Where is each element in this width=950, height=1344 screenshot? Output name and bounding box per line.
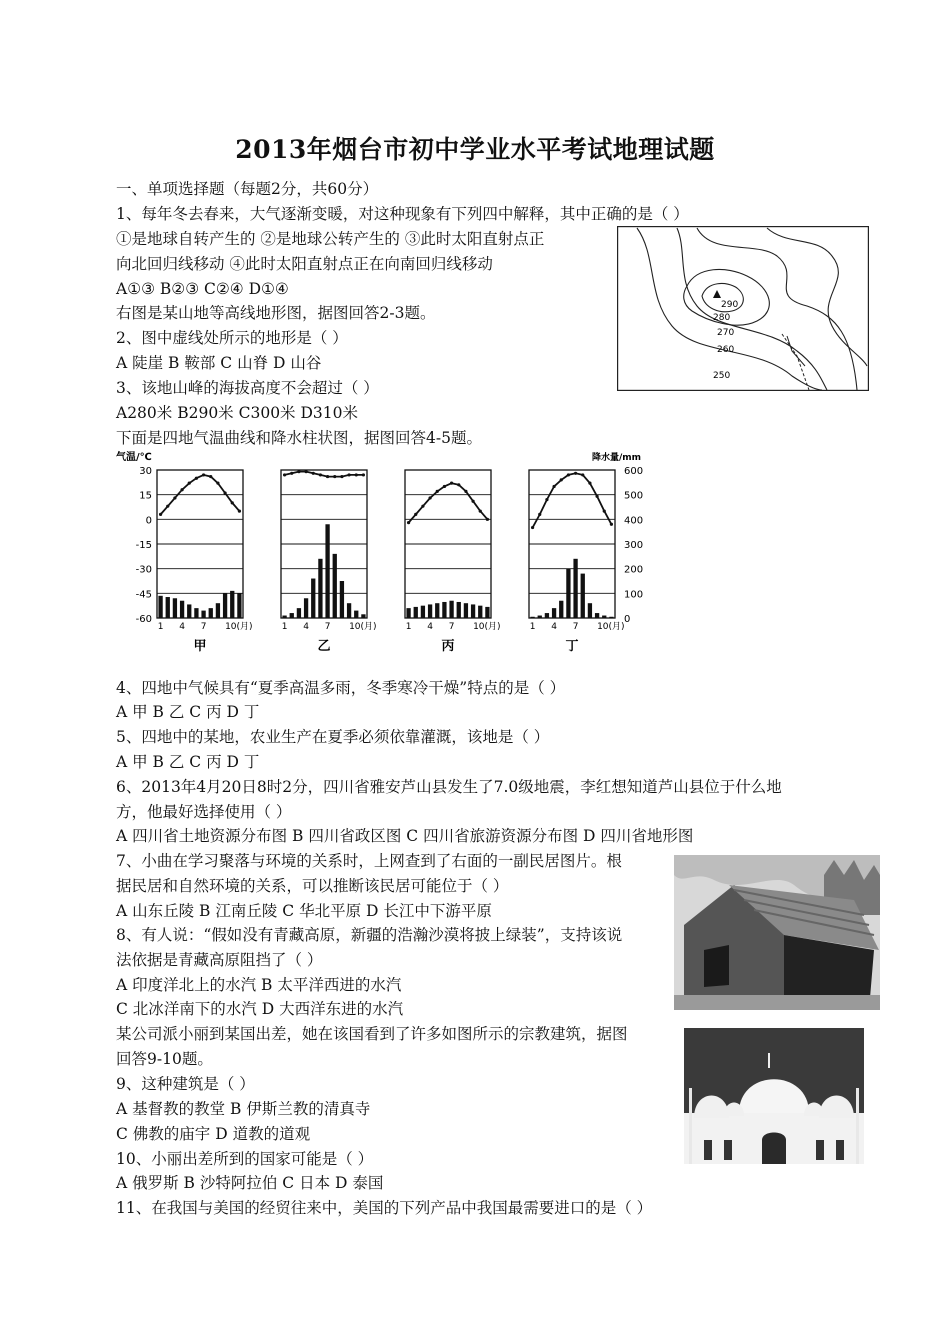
temp-point	[340, 475, 343, 478]
precip-bar	[414, 607, 418, 618]
contour-label: 260	[717, 345, 735, 355]
text-line: 方，他最好选择使用（ ）	[116, 803, 292, 821]
precip-tick-label: 300	[624, 540, 644, 551]
precip-bar	[545, 613, 549, 618]
climate-charts	[114, 448, 654, 658]
temp-point	[457, 483, 460, 486]
month-tick-label: 1	[157, 622, 164, 632]
temp-point	[450, 482, 453, 485]
temp-point	[355, 473, 358, 476]
text-line: 下面是四地气温曲线和降水柱状图，据图回答4-5题。	[116, 429, 482, 447]
temp-point	[312, 472, 315, 475]
temp-tick-label: -60	[135, 614, 152, 625]
text-line: 6、2013年4月20日8时2分，四川省雅安芦山县发生了7.0级地震，李红想知道芦山县位于什么地	[116, 778, 782, 796]
temp-point	[428, 496, 431, 499]
precip-bar	[201, 611, 205, 618]
temp-point	[443, 485, 446, 488]
house-photo	[674, 855, 880, 1010]
precip-bar	[361, 614, 365, 618]
temp-point	[159, 513, 162, 516]
temp-curve	[285, 472, 364, 477]
precip-bar	[595, 613, 599, 618]
precip-bar	[485, 607, 489, 618]
precip-bar	[223, 593, 227, 618]
month-tick-label: 10(月)	[225, 622, 253, 632]
text-line: A 基督教的教堂 B 伊斯兰教的清真寺	[116, 1100, 371, 1118]
temp-point	[333, 475, 336, 478]
precip-bar	[581, 574, 585, 618]
page-title: 2013年烟台市初中学业水平考试地理试题	[235, 135, 715, 164]
precip-bar	[325, 524, 329, 618]
mosque-photo	[684, 1028, 864, 1164]
text-line: 11、在我国与美国的经贸往来中，美国的下列产品中我国最需要进口的是（ ）	[116, 1199, 653, 1217]
text-line: A280米 B290米 C300米 D310米	[116, 404, 358, 422]
precip-bar	[573, 559, 577, 618]
temp-point	[538, 513, 541, 516]
temp-point	[231, 501, 234, 504]
temp-point	[326, 475, 329, 478]
precip-bar	[187, 604, 191, 618]
text-line: 7、小曲在学习聚落与环境的关系时，上网查到了右面的一副民居图片。根	[116, 852, 622, 870]
text-line: A①③ B②③ C②④ D①④	[116, 280, 289, 298]
temp-point	[238, 510, 241, 513]
precip-bar	[530, 617, 534, 618]
temp-point	[574, 472, 577, 475]
precip-bar	[340, 581, 344, 618]
temp-point	[407, 521, 410, 524]
chart-name: 乙	[317, 639, 331, 654]
precip-bar	[609, 617, 613, 618]
precip-tick-label: 400	[624, 515, 644, 527]
month-tick-label: 1	[405, 622, 412, 632]
temp-point	[347, 473, 350, 476]
chart-name: 丙	[441, 639, 455, 654]
precip-bar	[449, 601, 453, 618]
temp-point	[567, 473, 570, 476]
precip-bar	[559, 601, 563, 618]
temp-point	[545, 498, 548, 501]
temp-point	[464, 490, 467, 493]
temp-point	[216, 482, 219, 485]
temp-point	[414, 513, 417, 516]
temp-point	[552, 485, 555, 488]
precip-bar	[478, 606, 482, 618]
temp-point	[603, 510, 606, 513]
temp-point	[560, 478, 563, 481]
temp-point	[471, 500, 474, 503]
precip-tick-label: 500	[624, 490, 644, 502]
temp-point	[436, 490, 439, 493]
precip-bar	[311, 579, 315, 618]
temp-point	[588, 482, 591, 485]
contour-label: 290	[721, 300, 739, 310]
precip-bar	[566, 569, 570, 618]
temp-point	[223, 491, 226, 494]
precip-bar	[290, 613, 294, 618]
temp-tick-label: 30	[139, 466, 152, 477]
month-tick-label: 7	[200, 622, 207, 632]
text-line: 9、这种建筑是（ ）	[116, 1075, 255, 1093]
temp-curve	[409, 483, 488, 522]
text-line: A 甲 B 乙 C 丙 D 丁	[116, 753, 260, 771]
month-tick-label: 10(月)	[473, 622, 501, 632]
text-line: A 陡崖 B 鞍部 C 山脊 D 山谷	[116, 354, 322, 372]
precip-tick-label: 200	[624, 564, 644, 576]
chart-name: 丁	[565, 639, 579, 654]
text-line: 某公司派小丽到某国出差，她在该国看到了许多如图所示的宗教建筑，据图	[116, 1025, 628, 1043]
text-line: 1、每年冬去春来，大气逐渐变暖，对这种现象有下列四中解释，其中正确的是（ ）	[116, 205, 689, 223]
text-line: 法依据是青藏高原阻挡了（ ）	[116, 951, 323, 969]
text-line: C 佛教的庙宇 D 道教的道观	[116, 1125, 311, 1143]
temp-tick-label: -15	[135, 540, 152, 551]
month-tick-label: 10(月)	[349, 622, 377, 632]
month-tick-label: 1	[281, 622, 288, 632]
precip-bar	[318, 559, 322, 618]
precip-bar	[304, 598, 308, 618]
text-line: 2、图中虚线处所示的地形是（ ）	[116, 329, 348, 347]
contour-label: 250	[713, 371, 731, 381]
temp-point	[610, 523, 613, 526]
text-line: ①是地球自转产生的 ②是地球公转产生的 ③此时太阳直射点正	[116, 230, 545, 248]
temp-point	[209, 475, 212, 478]
month-tick-label: 4	[303, 622, 309, 632]
temp-point	[173, 496, 176, 499]
precip-bar	[471, 604, 475, 618]
temp-point	[290, 472, 293, 475]
temp-tick-label: -45	[135, 589, 152, 601]
precip-bar	[297, 608, 301, 618]
text-line: 向北回归线移动 ④此时太阳直射点正在向南回归线移动	[116, 255, 493, 273]
contour-label: 270	[717, 328, 735, 338]
temp-point	[180, 488, 183, 491]
temp-point	[531, 526, 534, 529]
precip-tick-label: 0	[624, 614, 631, 625]
precip-bar	[457, 602, 461, 618]
temp-axis-label: 气温/℃	[116, 452, 152, 463]
text-line: 8、有人说：“假如没有青藏高原，新疆的浩瀚沙漠将披上绿装”，支持该说	[116, 926, 623, 944]
month-tick-label: 7	[324, 622, 331, 632]
text-line: A 俄罗斯 B 沙特阿拉伯 C 日本 D 泰国	[116, 1174, 384, 1192]
month-tick-label: 4	[427, 622, 433, 632]
temp-point	[283, 473, 286, 476]
temp-point	[304, 470, 307, 473]
chart-name: 甲	[193, 639, 207, 654]
contour-map	[617, 226, 869, 391]
text-line: A 四川省土地资源分布图 B 四川省政区图 C 四川省旅游资源分布图 D 四川省地形图	[116, 827, 694, 845]
temp-point	[421, 505, 424, 508]
temp-point	[202, 473, 205, 476]
text-line: 3、该地山峰的海拔高度不会超过（ ）	[116, 379, 379, 397]
precip-bar	[194, 608, 198, 618]
precip-bar	[354, 611, 358, 618]
temp-point	[362, 473, 365, 476]
month-tick-label: 4	[179, 622, 185, 632]
text-line: C 北冰洋南下的水汽 D 大西洋东进的水汽	[116, 1000, 404, 1018]
temp-point	[486, 518, 489, 521]
temp-point	[595, 495, 598, 498]
month-tick-label: 4	[551, 622, 557, 632]
text-line: 4、四地中气候具有“夏季高温多雨，冬季寒冷干燥”特点的是（ ）	[116, 679, 566, 697]
temp-point	[166, 505, 169, 508]
month-tick-label: 1	[529, 622, 536, 632]
text-line: 5、四地中的某地，农业生产在夏季必须依靠灌溉，该地是（ ）	[116, 728, 550, 746]
precip-bar	[421, 606, 425, 618]
precip-bar	[442, 602, 446, 618]
precip-bar	[230, 591, 234, 618]
text-line: 据民居和自然环境的关系，可以推断该民居可能位于（ ）	[116, 877, 509, 895]
precip-bar	[538, 616, 542, 618]
precip-bar	[428, 604, 432, 618]
precip-bar	[180, 601, 184, 618]
precip-tick-label: 100	[624, 589, 644, 601]
temp-tick-label: 0	[145, 515, 152, 527]
temp-point	[188, 482, 191, 485]
temp-point	[479, 510, 482, 513]
text-line: 一、单项选择题（每题2分，共60分）	[116, 180, 379, 198]
text-line: 10、小丽出差所到的国家可能是（ ）	[116, 1150, 374, 1168]
precip-bar	[209, 608, 213, 618]
precip-bar	[464, 603, 468, 618]
precip-axis-label: 降水量/mm	[592, 453, 642, 463]
month-tick-label: 7	[448, 622, 455, 632]
precip-bar	[602, 616, 606, 618]
temp-point	[581, 473, 584, 476]
text-line: 回答9-10题。	[116, 1050, 213, 1068]
precip-bar	[216, 603, 220, 618]
precip-bar	[435, 603, 439, 618]
precip-bar	[282, 616, 286, 618]
temp-tick-label: 15	[139, 490, 152, 502]
precip-bar	[237, 593, 241, 618]
text-line: 右图是某山地等高线地形图，据图回答2-3题。	[116, 304, 436, 322]
text-line: A 山东丘陵 B 江南丘陵 C 华北平原 D 长江中下游平原	[116, 902, 492, 920]
precip-bar	[173, 598, 177, 618]
precip-bar	[333, 554, 337, 618]
temp-point	[319, 473, 322, 476]
precip-bar	[347, 603, 351, 618]
precip-tick-label: 600	[624, 466, 644, 477]
precip-bar	[158, 596, 162, 618]
text-line: A 甲 B 乙 C 丙 D 丁	[116, 703, 260, 721]
precip-bar	[552, 608, 556, 618]
temp-point	[297, 470, 300, 473]
precip-bar	[588, 603, 592, 618]
contour-label: 280	[713, 313, 731, 323]
text-line: A 印度洋北上的水汽 B 太平洋西进的水汽	[116, 976, 402, 994]
precip-bar	[166, 597, 170, 618]
temp-point	[195, 477, 198, 480]
temp-tick-label: -30	[135, 564, 152, 576]
precip-bar	[406, 608, 410, 618]
month-tick-label: 10(月)	[597, 622, 625, 632]
month-tick-label: 7	[572, 622, 579, 632]
